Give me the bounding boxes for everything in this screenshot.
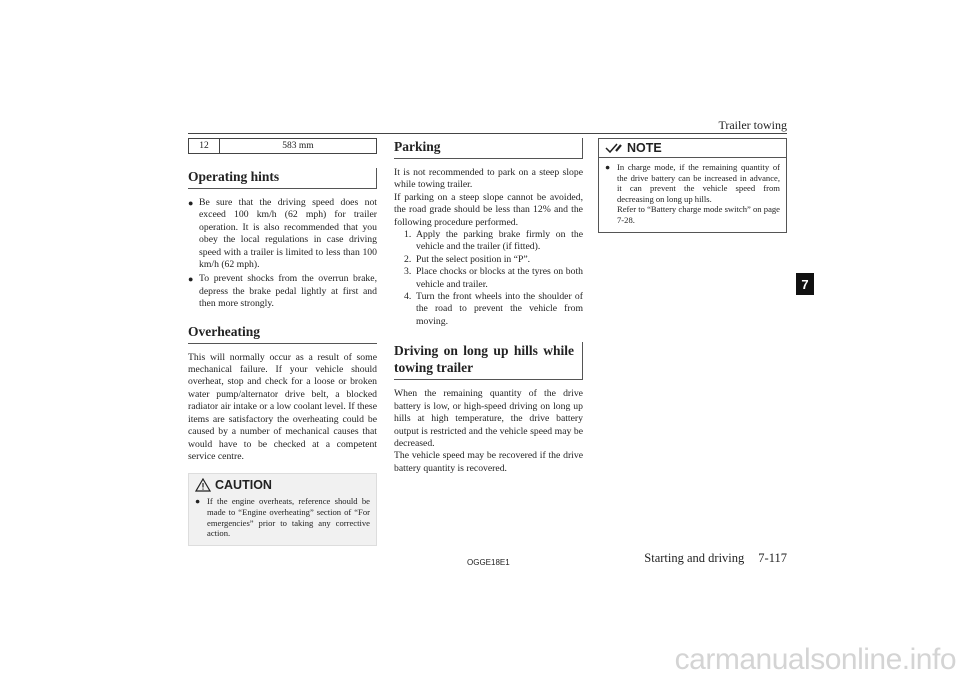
section-name: Starting and driving — [644, 551, 745, 565]
bullet-icon: ● — [188, 274, 194, 285]
caution-header — [195, 474, 370, 496]
hills-body-1: When the remaining quantity of the drive battery is low, or high-speed driving on long up hills at high temperature, the drive battery output is restricted and the vehicle speed may be decreased. — [394, 388, 583, 449]
bullet-icon: ● — [605, 162, 611, 172]
header-rule — [188, 133, 787, 134]
caution-box — [188, 473, 377, 545]
bullet-icon: ● — [195, 496, 201, 507]
note-item: ● In charge mode, if the remaining quantity of the drive battery can be increased in advance, it can prevent the vehicle speed from decreasing on long up hills. Refer to “Battery charge mode switch” on page 7-28. — [605, 162, 780, 225]
chapter-tab: 7 — [796, 273, 814, 295]
caution-item: ● If the engine overheats, reference should be made to “Engine overheating” section of “For emergencies” prior to taking any corrective action. — [195, 496, 370, 539]
column-left — [188, 138, 377, 546]
watermark: carmanualsonline.info — [674, 643, 956, 676]
overheating-body: This will normally occur as a result of some mechanical failure. If your vehicle should overheat, stop and check for a loose or broken water pump/alternator drive belt, a blocked radiator air intake or a low coolant level. If these items are satisfactory the overheating could be caused by a number of mechanical causes that would have to be checked at a competent service centre. — [188, 351, 377, 462]
note-label: NOTE — [627, 140, 662, 155]
doc-code: OGGE18E1 — [467, 558, 510, 567]
header-title: Trailer towing — [718, 118, 787, 132]
parking-heading: Parking — [394, 138, 583, 159]
table-cell-value: 583 mm — [220, 139, 377, 154]
footer-section — [644, 551, 787, 566]
note-header — [599, 139, 786, 158]
parking-intro-1: It is not recommended to park on a steep slope while towing trailer. — [394, 167, 583, 191]
caution-label: CAUTION — [215, 478, 272, 493]
parking-steps — [394, 229, 583, 328]
table-cell-no: 12 — [189, 139, 220, 154]
list-item: 2. Put the select position in “P”. — [404, 253, 531, 265]
list-item: ● Be sure that the driving speed does not exceed 100 km/h (62 mph) for trailer operation. It is also recommended that you obey the local regulations in case driving speed with a trailer is limited to less than 100 km/h (62 mph). — [188, 197, 377, 271]
list-item: 1. Apply the parking brake firmly on the vehicle and the trailer (if fitted). — [404, 229, 583, 253]
list-item: 3. Place chocks or blocks at the tyres on both vehicle and trailer. — [404, 266, 583, 290]
hills-heading: Driving on long up hills while towing trailer — [394, 342, 583, 380]
operating-hints-heading: Operating hints — [188, 168, 377, 189]
list-item: ● To prevent shocks from the overrun brake, depress the brake pedal lightly at first and then more strongly. — [188, 273, 377, 310]
column-middle — [394, 138, 583, 475]
bullet-icon: ● — [188, 198, 194, 208]
list-item: 4. Turn the front wheels into the shoulder of the road to prevent the vehicle from moving. — [404, 291, 583, 327]
warning-icon — [195, 478, 211, 492]
column-right — [598, 138, 787, 233]
parking-intro-2: If parking on a steep slope cannot be avoided, the road grade should be less than 12% and the following procedure performed. — [394, 191, 583, 228]
size-table — [188, 138, 377, 154]
table-row — [189, 139, 377, 154]
page-number: 7-117 — [758, 551, 787, 565]
overheating-heading: Overheating — [188, 323, 377, 344]
note-box — [598, 138, 787, 233]
operating-hints-list — [188, 197, 377, 311]
note-reference: Refer to “Battery charge mode switch” on page 7-28. — [617, 204, 780, 225]
hills-body-2: The vehicle speed may be recovered if the drive battery quantity is recovered. — [394, 450, 583, 474]
pencil-check-icon — [605, 142, 623, 154]
